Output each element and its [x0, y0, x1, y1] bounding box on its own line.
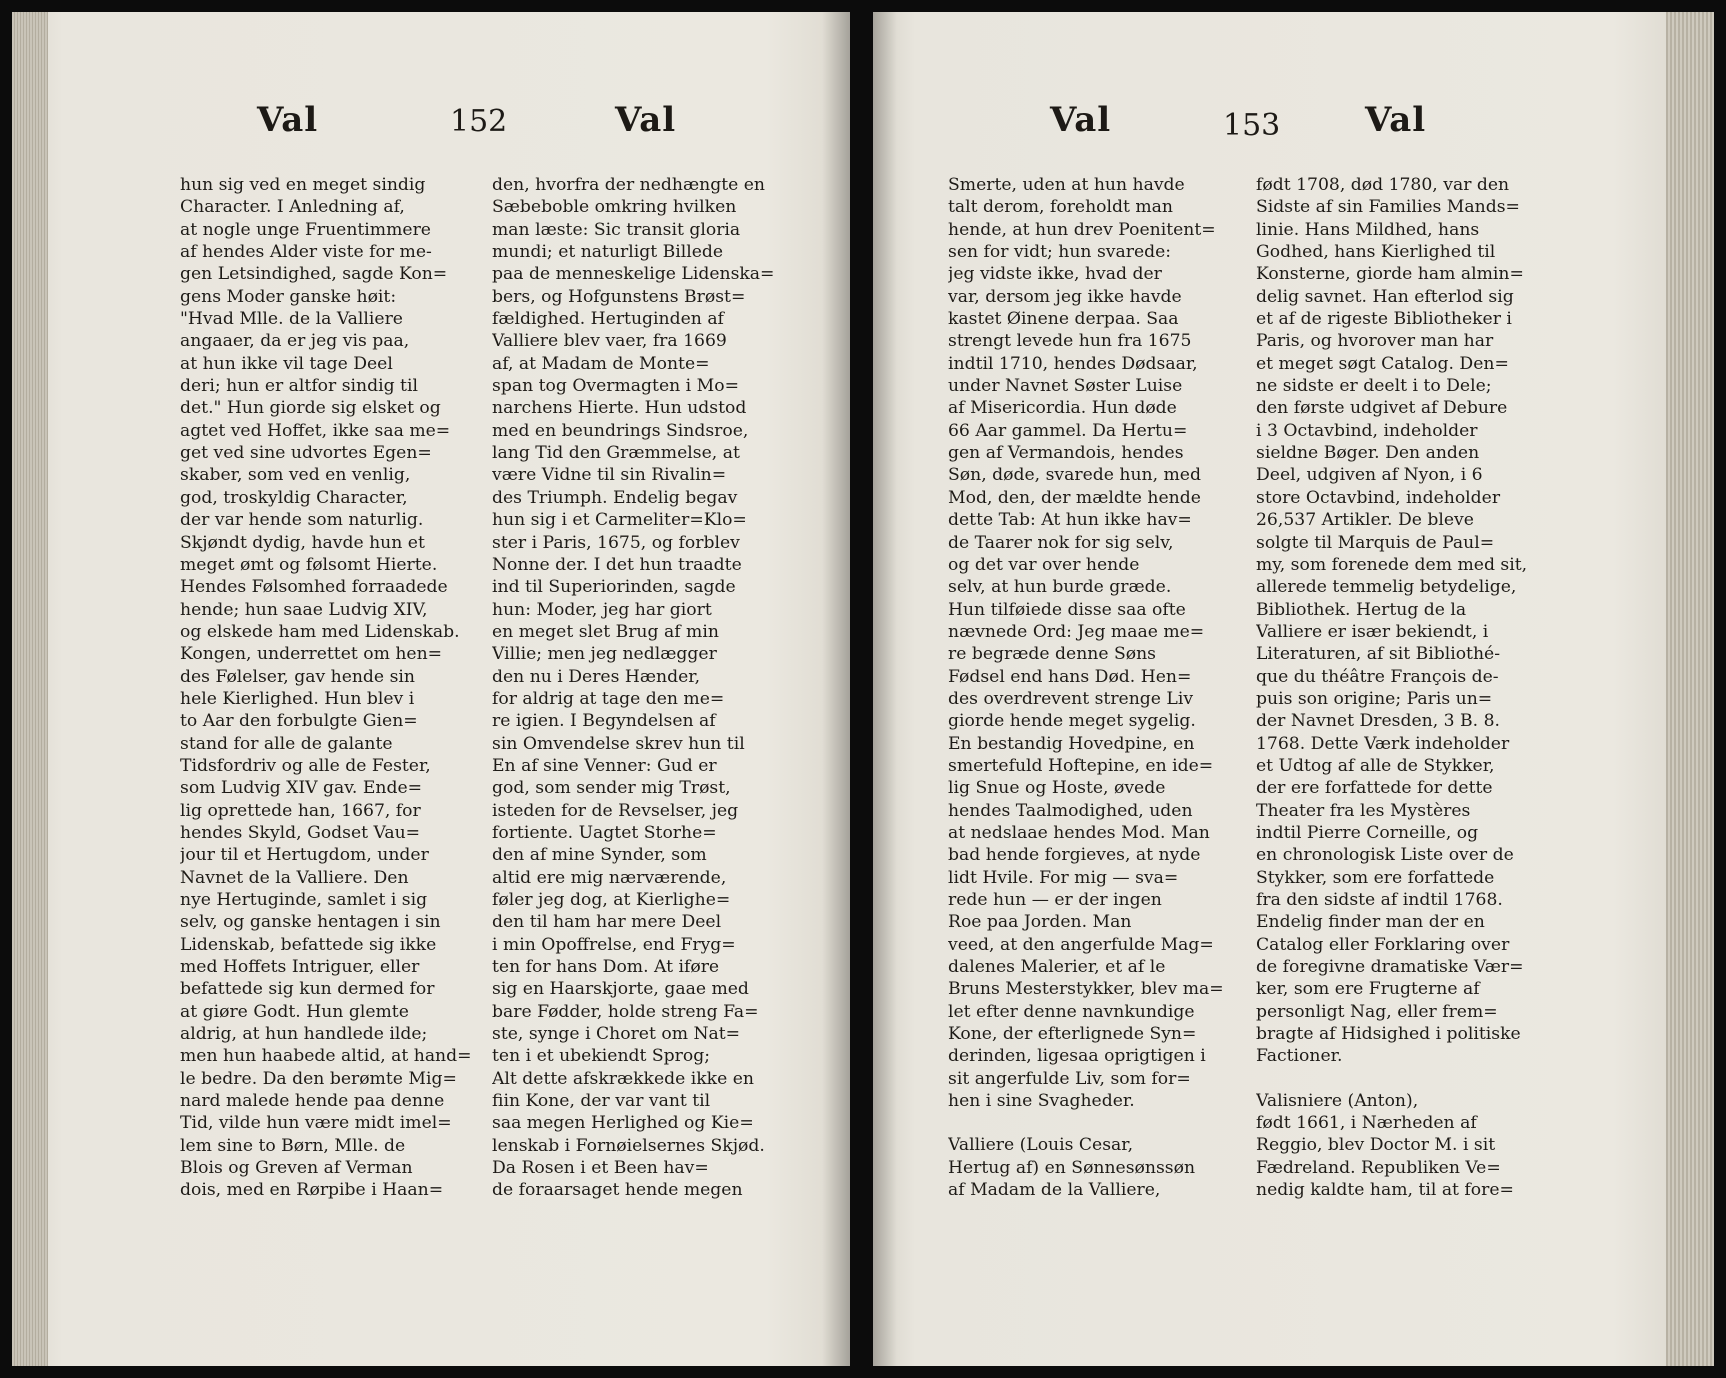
text-line: født 1708, død 1780, var den [1256, 175, 1510, 195]
text-line [948, 1112, 1238, 1134]
text-line: fortiente. Uagtet Storhe= [492, 822, 717, 843]
text-line: des Følelser, gav hende sin [180, 666, 415, 687]
text-line: hen i sine Svagheder. [948, 1091, 1135, 1112]
text-line: Konsterne, giorde ham almin= [1256, 264, 1524, 285]
text-line: hun sig ved en meget sindig [180, 175, 426, 195]
text-line: gen Letsindighed, sagde Kon= [180, 264, 448, 285]
text-line: for aldrig at tage den me= [492, 688, 725, 709]
text-line: des overdrevent strenge Liv [948, 688, 1194, 709]
text-line: Tidsfordriv og alle de Fester, [180, 755, 431, 776]
text-line: store Octavbind, indeholder [1256, 487, 1501, 508]
text-line: to Aar den forbulgte Gien= [180, 711, 418, 732]
text-line: Valliere blev vaer, fra 1669 [492, 331, 727, 352]
text-line: paa de menneskelige Lidenska= [492, 264, 775, 285]
text-line: Villie; men jeg nedlægger [492, 644, 717, 665]
text-line: En af sine Venner: Gud er [492, 755, 717, 776]
text-line: veed, at den angerfulde Mag= [948, 934, 1214, 955]
text-line: Endelig finder man der en [1256, 912, 1485, 933]
text-line: ker, som ere Frugterne af [1256, 979, 1480, 1000]
text-line: et af de rigeste Bibliotheker i [1256, 309, 1512, 330]
text-line: god, troskyldig Character, [180, 487, 408, 508]
text-line: Bibliothek. Hertug de la [1256, 599, 1467, 620]
text-line: Valliere (Louis Cesar, [948, 1135, 1134, 1156]
text-line: en meget slet Brug af min [492, 621, 719, 642]
text-line: ster i Paris, 1675, og forblev [492, 532, 740, 553]
text-line: Hertug af) en Sønnesønssøn [948, 1157, 1196, 1178]
text-line: puis son origine; Paris un= [1256, 688, 1493, 709]
text-line: indtil 1710, hendes Dødsaar, [948, 353, 1198, 374]
text-line: "Hvad Mlle. de la Valliere [180, 309, 403, 330]
text-line: Catalog eller Forklaring over [1256, 934, 1510, 955]
text-line: En bestandig Hovedpine, en [948, 733, 1195, 754]
running-head-left: Val [1050, 100, 1112, 140]
text-line: Stykker, som ere forfattede [1256, 867, 1495, 888]
gutter-shadow [873, 12, 897, 1366]
text-line: lig Snue og Hoste, øvede [948, 778, 1166, 799]
text-line: man læste: Sic transit gloria [492, 219, 741, 240]
text-line: Smerte, uden at hun havde [948, 175, 1185, 195]
text-line: den af mine Synder, som [492, 845, 707, 866]
text-line: den, hvorfra der nedhængte en [492, 175, 765, 195]
gutter-shadow [822, 12, 850, 1366]
text-line: Skjøndt dydig, havde hun et [180, 532, 425, 553]
text-line: dalenes Malerier, et af le [948, 957, 1166, 978]
text-column-2 [492, 174, 802, 1202]
text-line: hende, at hun drev Poenitent= [948, 219, 1216, 240]
text-line: 1768. Dette Værk indeholder [1256, 733, 1510, 754]
text-line: Bruns Mesterstykker, blev ma= [948, 979, 1224, 1000]
text-line: strengt levede hun fra 1675 [948, 331, 1192, 352]
text-line: der var hende som naturlig. [180, 510, 424, 531]
text-line: født 1661, i Nærheden af [1256, 1113, 1477, 1134]
text-line: Mod, den, der mældte hende [948, 487, 1201, 508]
text-line: jeg vidste ikke, hvad der [948, 264, 1162, 285]
text-line: deri; hun er altfor sindig til [180, 376, 418, 397]
page-header-153 [873, 100, 1714, 150]
text-line: 66 Aar gammel. Da Hertu= [948, 420, 1188, 441]
text-line: Alt dette afskrækkede ikke en [492, 1068, 754, 1089]
text-line: var, dersom jeg ikke havde [948, 286, 1182, 307]
text-line: de foregivne dramatiske Vær= [1256, 957, 1524, 978]
text-line: Lidenskab, befattede sig ikke [180, 934, 437, 955]
text-line: en chronologisk Liste over de [1256, 845, 1514, 866]
text-line: aldrig, at hun handlede ilde; [180, 1024, 428, 1045]
text-line: Fædreland. Republiken Ve= [1256, 1157, 1501, 1178]
text-line: nard malede hende paa denne [180, 1091, 445, 1112]
text-line: agtet ved Hoffet, ikke saa me= [180, 420, 451, 441]
text-line: meget ømt og følsomt Hierte. [180, 554, 438, 575]
text-line: Søn, døde, svarede hun, med [948, 465, 1201, 486]
text-line: nævnede Ord: Jeg maae me= [948, 621, 1205, 642]
text-line: de Taarer nok for sig selv, [948, 532, 1174, 553]
text-line: af, at Madam de Monte= [492, 353, 710, 374]
text-line: my, som forenede dem med sit, [1256, 554, 1528, 575]
text-line: bare Fødder, holde streng Fa= [492, 1001, 759, 1022]
text-line: smertefuld Hoftepine, en ide= [948, 755, 1214, 776]
text-line: men hun haabede altid, at hand= [180, 1046, 472, 1067]
page-number: 152 [450, 104, 508, 139]
text-line: det." Hun giorde sig elsket og [180, 398, 441, 419]
text-line: at nedslaae hendes Mod. Man [948, 822, 1210, 843]
text-line: hun: Moder, jeg har giort [492, 599, 712, 620]
page-header-152 [12, 100, 850, 150]
text-line: des Triumph. Endelig begav [492, 487, 738, 508]
text-line: Fødsel end hans Død. Hen= [948, 666, 1192, 687]
text-line: skaber, som ved en venlig, [180, 465, 411, 486]
text-line: kastet Øinene derpaa. Saa [948, 309, 1179, 330]
text-line: Sæbeboble omkring hvilken [492, 197, 737, 218]
text-line: Kongen, underrettet om hen= [180, 644, 443, 665]
text-line: jour til et Hertugdom, under [180, 845, 429, 866]
text-line: ten for hans Dom. At iføre [492, 957, 720, 978]
text-line: mundi; et naturligt Billede [492, 242, 724, 263]
text-line: og elskede ham med Lidenskab. [180, 621, 460, 642]
running-head-right: Val [615, 100, 677, 140]
text-line: hendes Taalmodighed, uden [948, 800, 1193, 821]
text-line: talt derom, foreholdt man [948, 197, 1173, 218]
text-line: re igien. I Begyndelsen af [492, 711, 716, 732]
text-line: bers, og Hofgunstens Brøst= [492, 286, 746, 307]
text-line: af Misericordia. Hun døde [948, 398, 1177, 419]
text-line: de foraarsaget hende megen [492, 1180, 743, 1201]
text-line: fældighed. Hertuginden af [492, 309, 724, 330]
text-line: Blois og Greven af Verman [180, 1158, 413, 1179]
text-line: linie. Hans Mildhed, hans [1256, 219, 1480, 240]
text-line: Deel, udgiven af Nyon, i 6 [1256, 465, 1483, 486]
page-number: 153 [1223, 108, 1281, 143]
text-line: Roe paa Jorden. Man [948, 912, 1132, 933]
text-line: Reggio, blev Doctor M. i sit [1256, 1135, 1496, 1156]
text-line: dois, med en Rørpibe i Haan= [180, 1180, 444, 1201]
text-line: le bedre. Da den berømte Mig= [180, 1068, 457, 1089]
text-line: i 3 Octavbind, indeholder [1256, 420, 1478, 441]
text-line: Nonne der. I det hun traadte [492, 554, 742, 575]
text-line: Sidste af sin Families Mands= [1256, 197, 1520, 218]
text-line: span tog Overmagten i Mo= [492, 376, 739, 397]
text-line: være Vidne til sin Rivalin= [492, 465, 727, 486]
text-line: Literaturen, af sit Bibliothé- [1256, 644, 1500, 665]
text-column-1 [948, 174, 1238, 1201]
text-line: nedig kaldte ham, til at fore= [1256, 1180, 1514, 1201]
text-line: Kone, der efterlignede Syn= [948, 1024, 1197, 1045]
text-line: selv, at hun burde græde. [948, 577, 1172, 598]
text-line: hele Kierlighed. Hun blev i [180, 688, 415, 709]
text-line: dette Tab: At hun ikke hav= [948, 510, 1192, 531]
page-edge-right [1666, 12, 1714, 1366]
text-line: befattede sig kun dermed for [180, 979, 435, 1000]
text-line: ten i et ubekiendt Sprog; [492, 1046, 711, 1067]
text-line: under Navnet Søster Luise [948, 376, 1183, 397]
text-line: af hendes Alder viste for me- [180, 242, 432, 263]
text-line: gens Moder ganske høit: [180, 286, 397, 307]
text-line: que du théâtre François de- [1256, 666, 1499, 687]
text-line: sen for vidt; hun svarede: [948, 242, 1172, 263]
text-column-2 [1256, 174, 1556, 1201]
text-line: lenskab i Fornøielsernes Skjød. [492, 1135, 765, 1156]
text-line: rede hun — er der ingen [948, 890, 1162, 910]
right-page [873, 12, 1714, 1366]
text-line: lem sine to Børn, Mlle. de [180, 1135, 406, 1156]
text-line: fra den sidste af indtil 1768. [1256, 890, 1503, 910]
text-line: Navnet de la Valliere. Den [180, 867, 409, 888]
text-line: hende; hun saae Ludvig XIV, [180, 599, 428, 620]
text-line: med en beundrings Sindsroe, [492, 420, 749, 441]
text-line: Godhed, hans Kierlighed til [1256, 242, 1496, 263]
text-line: Valisniere (Anton), [1256, 1090, 1419, 1111]
text-line: ind til Superiorinden, sagde [492, 577, 736, 598]
text-line: et Udtog af alle de Stykker, [1256, 755, 1495, 776]
page-edge-left [12, 12, 48, 1366]
text-line: Character. I Anledning af, [180, 197, 405, 218]
text-line: stand for alle de galante [180, 733, 393, 754]
text-line: føler jeg dog, at Kierlighe= [492, 890, 731, 910]
text-line: sieldne Bøger. Den anden [1256, 443, 1480, 464]
text-line: der ere forfattede for dette [1256, 778, 1493, 799]
text-line: nye Hertuginde, samlet i sig [180, 890, 428, 910]
text-line: narchens Hierte. Hun udstod [492, 398, 747, 419]
text-line: 26,537 Artikler. De bleve [1256, 510, 1474, 531]
text-line: derinden, ligesaa oprigtigen i [948, 1046, 1206, 1067]
text-line: Hendes Følsomhed forraadede [180, 577, 448, 598]
text-line: Tid, vilde hun være midt imel= [180, 1113, 452, 1134]
text-column-1 [180, 174, 485, 1202]
text-line: personligt Nag, eller frem= [1256, 1001, 1498, 1022]
text-line: fiin Kone, der var vant til [492, 1091, 711, 1112]
text-line: og det var over hende [948, 554, 1140, 575]
text-line: isteden for de Revselser, jeg [492, 800, 739, 821]
text-line: sig en Haarskjorte, gaae med [492, 979, 749, 1000]
text-line: den første udgivet af Debure [1256, 398, 1508, 419]
text-line: giorde hende meget sygelig. [948, 711, 1196, 732]
text-line: at hun ikke vil tage Deel [180, 353, 393, 374]
text-line: at nogle unge Fruentimmere [180, 219, 431, 240]
text-line: af Madam de la Valliere, [948, 1180, 1161, 1201]
text-line: solgte til Marquis de Paul= [1256, 532, 1495, 553]
text-line: saa megen Herlighed og Kie= [492, 1113, 754, 1134]
text-line: lig oprettede han, 1667, for [180, 800, 421, 821]
text-line: angaaer, da er jeg vis paa, [180, 331, 410, 352]
text-line: bad hende forgieves, at nyde [948, 845, 1201, 866]
text-line: Valliere er især bekiendt, i [1256, 621, 1489, 642]
text-line: i min Opoffrelse, end Fryg= [492, 934, 736, 955]
text-line: Hun tilføiede disse saa ofte [948, 599, 1186, 620]
text-line: den til ham har mere Deel [492, 912, 722, 933]
text-line: sin Omvendelse skrev hun til [492, 733, 745, 754]
text-line: god, som sender mig Trøst, [492, 778, 731, 799]
text-line: der Navnet Dresden, 3 B. 8. [1256, 711, 1500, 732]
text-line: at giøre Godt. Hun glemte [180, 1001, 409, 1022]
text-line: Theater fra les Mystères [1256, 800, 1471, 821]
text-line: hun sig i et Carmeliter=Klo= [492, 510, 747, 531]
text-line: get ved sine udvortes Egen= [180, 443, 432, 464]
text-line: altid ere mig nærværende, [492, 867, 727, 888]
text-line: med Hoffets Intriguer, eller [180, 957, 420, 978]
text-line: den nu i Deres Hænder, [492, 666, 701, 687]
text-line: Paris, og hvorover man har [1256, 331, 1494, 352]
text-line: lang Tid den Græmmelse, at [492, 443, 740, 464]
text-line: ste, synge i Choret om Nat= [492, 1024, 741, 1045]
text-line: lidt Hvile. For mig — sva= [948, 867, 1179, 888]
text-line [1256, 1068, 1556, 1090]
text-line: sit angerfulde Liv, som for= [948, 1068, 1191, 1089]
text-line: let efter denne navnkundige [948, 1001, 1195, 1022]
text-line: indtil Pierre Corneille, og [1256, 822, 1479, 843]
running-head-right: Val [1365, 100, 1427, 140]
text-line: bragte af Hidsighed i politiske [1256, 1024, 1521, 1045]
running-head-left: Val [257, 100, 319, 140]
text-line: allerede temmelig betydelige, [1256, 577, 1517, 598]
text-line: som Ludvig XIV gav. Ende= [180, 778, 423, 799]
text-line: ne sidste er deelt i to Dele; [1256, 376, 1492, 397]
text-line: Factioner. [1256, 1046, 1343, 1067]
text-line: hendes Skyld, Godset Vau= [180, 822, 421, 843]
text-line: delig savnet. Han efterlod sig [1256, 286, 1514, 307]
text-line: Da Rosen i et Been hav= [492, 1158, 709, 1179]
text-line: re begræde denne Søns [948, 644, 1156, 665]
text-line: gen af Vermandois, hendes [948, 443, 1184, 464]
left-page [12, 12, 850, 1366]
text-line: et meget søgt Catalog. Den= [1256, 353, 1509, 374]
text-line: selv, og ganske hentagen i sin [180, 912, 441, 933]
